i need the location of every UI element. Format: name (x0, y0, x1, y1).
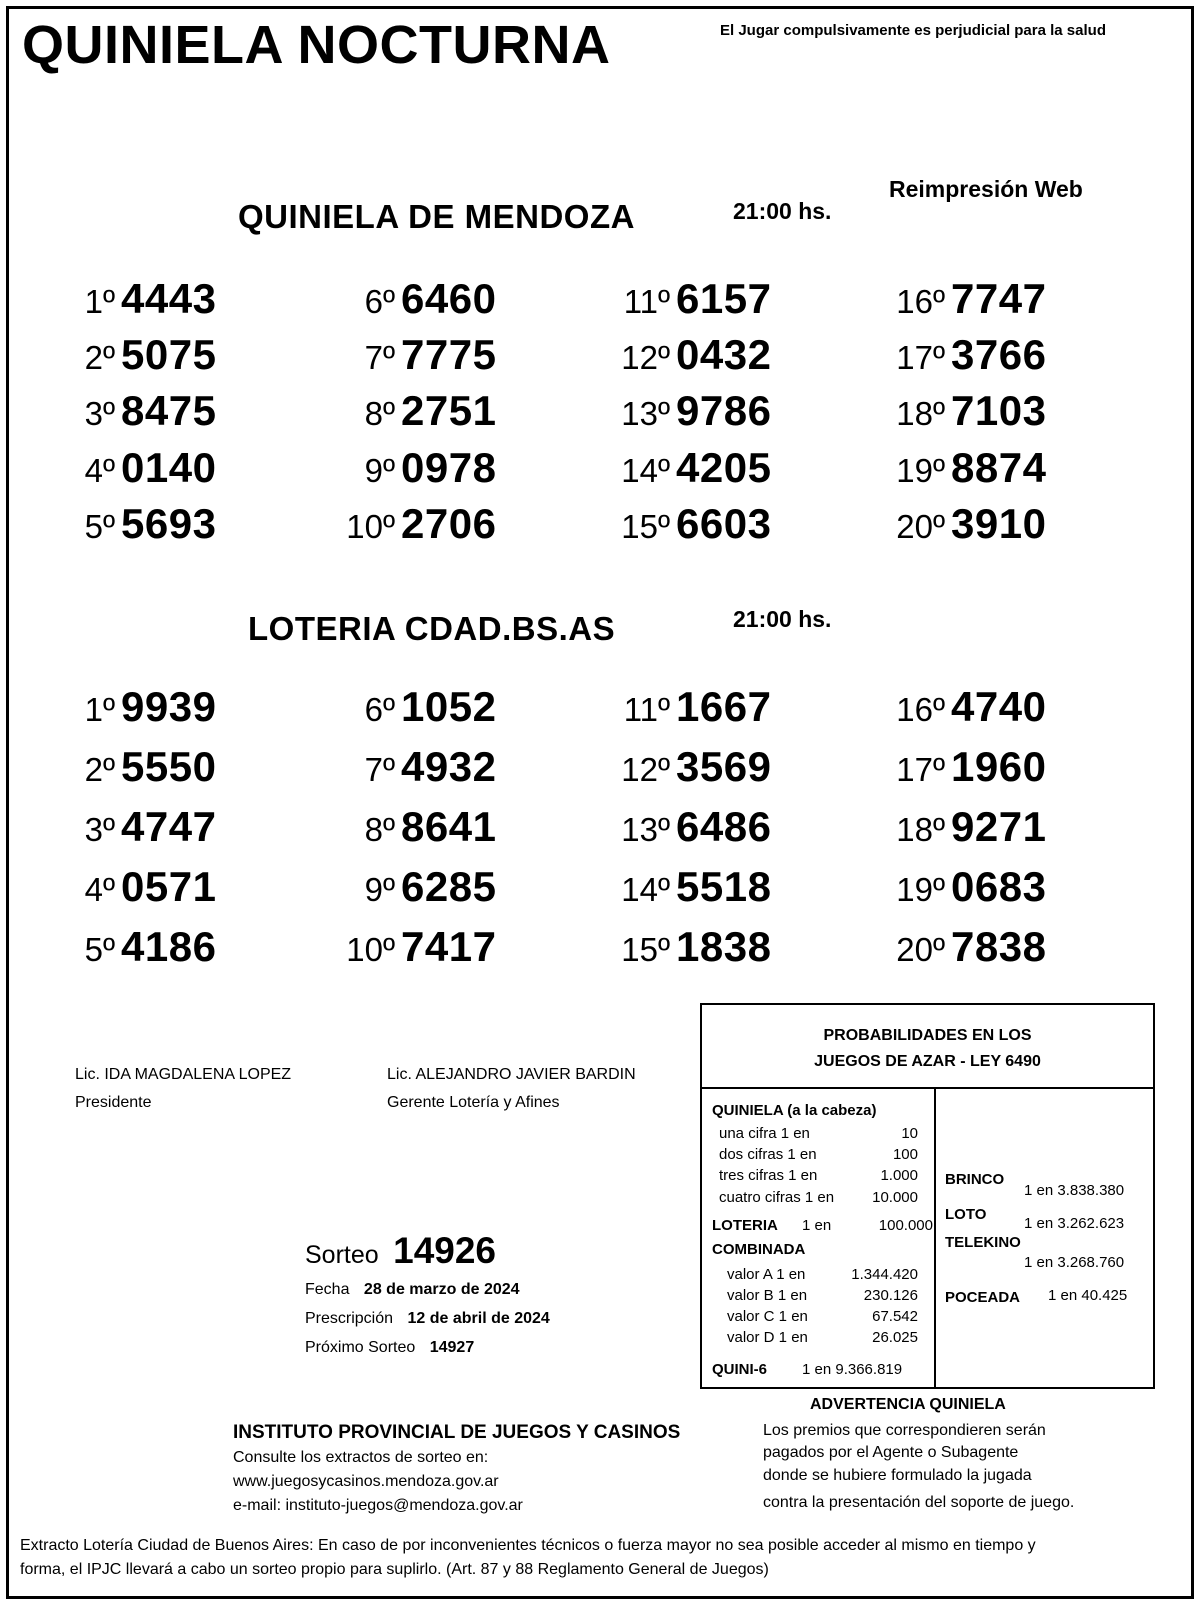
result-number: 5693 (121, 500, 217, 547)
footer-note-line2: forma, el IPJC llevará a cabo un sorteo propio para suplirlo. (Art. 87 y 88 Reglamento General de Juegos) (20, 1561, 769, 1578)
manager-role: Gerente Lotería y Afines (387, 1094, 560, 1111)
result-number: 0571 (121, 863, 217, 910)
prob-row-value: 230.126 (863, 1287, 918, 1304)
reprint-label: Reimpresión Web (889, 176, 1083, 202)
proximo-row (305, 1339, 474, 1357)
sorteo-number: 14926 (393, 1230, 497, 1271)
result-position: 1º (84, 691, 115, 728)
result-number: 6285 (401, 863, 497, 910)
result-entry (595, 275, 771, 323)
proximo-value: 14927 (429, 1339, 475, 1356)
prob-row-value: 1.344.420 (851, 1266, 918, 1283)
result-position: 6º (364, 283, 395, 320)
fecha-row (305, 1281, 520, 1299)
probabilities-title-line1: PROBABILIDADES EN LOS (823, 1027, 1032, 1044)
result-entry (60, 444, 216, 492)
result-number: 1052 (401, 683, 497, 730)
result-entry (60, 275, 216, 323)
result-entry (60, 803, 216, 851)
telekino-prob-label: TELEKINO (945, 1234, 1021, 1251)
result-entry (595, 743, 771, 791)
page-title: QUINIELA NOCTURNA (22, 15, 611, 75)
prob-row-value: 1.000 (880, 1167, 918, 1184)
result-entry (870, 275, 1046, 323)
result-entry (320, 387, 496, 435)
result-position: 16º (896, 283, 945, 320)
poceada-prob-value: 1 en 40.425 (1048, 1287, 1128, 1304)
president-name: Lic. IDA MAGDALENA LOPEZ (75, 1066, 292, 1083)
result-position: 5º (84, 508, 115, 545)
result-position: 4º (84, 452, 115, 489)
brinco-prob-label: BRINCO (945, 1171, 1005, 1188)
result-position: 10º (346, 931, 395, 968)
prob-row-label: valor D 1 en (727, 1329, 808, 1346)
prob-row-label: valor A 1 en (727, 1266, 806, 1283)
result-entry (60, 923, 216, 971)
loteria-prob-value: 100.000 (878, 1217, 933, 1234)
result-entry (595, 923, 771, 971)
result-position: 3º (84, 395, 115, 432)
result-position: 19º (896, 452, 945, 489)
result-position: 18º (896, 395, 945, 432)
result-position: 20º (896, 931, 945, 968)
advertencia-title: ADVERTENCIA QUINIELA (810, 1396, 1006, 1413)
result-entry (870, 444, 1046, 492)
result-number: 9786 (676, 387, 772, 434)
president-role: Presidente (75, 1094, 152, 1111)
result-position: 9º (364, 871, 395, 908)
result-number: 9939 (121, 683, 217, 730)
result-number: 3910 (951, 500, 1047, 547)
prob-row-label: dos cifras 1 en (719, 1146, 817, 1163)
prob-row-value: 10.000 (872, 1189, 918, 1206)
prob-row-label: valor C 1 en (727, 1308, 808, 1325)
result-number: 4747 (121, 803, 217, 850)
result-number: 7103 (951, 387, 1047, 434)
mendoza-draw-time: 21:00 hs. (733, 198, 832, 224)
result-entry (320, 331, 496, 379)
sorteo-block (305, 1230, 496, 1272)
result-position: 20º (896, 508, 945, 545)
poceada-prob-label: POCEADA (945, 1289, 1021, 1306)
result-number: 5518 (676, 863, 772, 910)
result-number: 7417 (401, 923, 497, 970)
result-position: 11º (623, 691, 670, 728)
result-number: 4205 (676, 444, 772, 491)
result-number: 0432 (676, 331, 772, 378)
result-number: 0978 (401, 444, 497, 491)
result-entry (60, 331, 216, 379)
result-position: 16º (896, 691, 945, 728)
result-entry (60, 743, 216, 791)
result-entry (320, 923, 496, 971)
result-entry (320, 803, 496, 851)
result-position: 8º (364, 395, 395, 432)
result-position: 11º (623, 283, 670, 320)
result-entry (595, 387, 771, 435)
result-entry (320, 683, 496, 731)
result-number: 4740 (951, 683, 1047, 730)
result-entry (320, 863, 496, 911)
result-entry (870, 923, 1046, 971)
probabilities-title-line2: JUEGOS DE AZAR - LEY 6490 (814, 1053, 1041, 1070)
result-position: 14º (621, 452, 670, 489)
fecha-label: Fecha (305, 1281, 350, 1298)
advertencia-line: pagados por el Agente o Subagente (763, 1444, 1019, 1461)
loteria-prob-label: LOTERIA (712, 1217, 778, 1234)
result-number: 8475 (121, 387, 217, 434)
institute-consult: Consulte los extractos de sorteo en: (233, 1449, 489, 1466)
result-position: 14º (621, 871, 670, 908)
result-number: 7747 (951, 275, 1047, 322)
result-position: 1º (84, 283, 115, 320)
result-position: 10º (346, 508, 395, 545)
result-number: 7838 (951, 923, 1047, 970)
result-position: 2º (84, 339, 115, 376)
institute-name: INSTITUTO PROVINCIAL DE JUEGOS Y CASINOS (233, 1422, 681, 1443)
prescripcion-label: Prescripción (305, 1310, 394, 1327)
probabilities-divider (934, 1089, 936, 1389)
telekino-prob-value: 1 en 3.268.760 (1024, 1254, 1125, 1271)
prob-row-label: valor B 1 en (727, 1287, 808, 1304)
result-position: 13º (621, 395, 670, 432)
result-position: 2º (84, 751, 115, 788)
result-number: 3766 (951, 331, 1047, 378)
result-position: 7º (364, 751, 395, 788)
result-position: 19º (896, 871, 945, 908)
result-position: 15º (621, 508, 670, 545)
probabilities-header (702, 1005, 1153, 1089)
prob-row-label: una cifra 1 en (719, 1125, 810, 1142)
result-number: 8641 (401, 803, 497, 850)
result-number: 7775 (401, 331, 497, 378)
result-position: 6º (364, 691, 395, 728)
result-number: 6157 (676, 275, 772, 322)
result-entry (60, 387, 216, 435)
loto-prob-value: 1 en 3.262.623 (1024, 1215, 1125, 1232)
result-entry (595, 500, 771, 548)
manager-name: Lic. ALEJANDRO JAVIER BARDIN (387, 1066, 636, 1083)
result-entry (870, 863, 1046, 911)
result-position: 7º (364, 339, 395, 376)
result-entry (595, 444, 771, 492)
result-entry (320, 500, 496, 548)
advertencia-line: contra la presentación del soporte de juego. (763, 1494, 1075, 1511)
result-entry (60, 500, 216, 548)
result-entry (870, 387, 1046, 435)
result-number: 8874 (951, 444, 1047, 491)
prob-row-value: 100 (892, 1146, 918, 1163)
advertencia-line: donde se hubiere formulado la jugada (763, 1467, 1032, 1484)
bsas-section-title: LOTERIA CDAD.BS.AS (248, 610, 616, 647)
result-number: 0140 (121, 444, 217, 491)
result-entry (595, 331, 771, 379)
result-position: 15º (621, 931, 670, 968)
result-entry (320, 743, 496, 791)
sorteo-label: Sorteo (305, 1241, 379, 1269)
result-entry (595, 863, 771, 911)
probabilities-box (700, 1003, 1155, 1389)
bsas-draw-time: 21:00 hs. (733, 606, 832, 632)
result-entry (870, 743, 1046, 791)
result-number: 4932 (401, 743, 497, 790)
result-number: 6603 (676, 500, 772, 547)
advertencia-line: Los premios que correspondieren serán (763, 1422, 1046, 1439)
result-number: 4186 (121, 923, 217, 970)
prescripcion-row (305, 1310, 550, 1328)
result-number: 4443 (121, 275, 217, 322)
loto-prob-label: LOTO (945, 1206, 987, 1223)
result-position: 12º (621, 339, 670, 376)
result-position: 18º (896, 811, 945, 848)
result-position: 3º (84, 811, 115, 848)
result-number: 6486 (676, 803, 772, 850)
mendoza-section-title: QUINIELA DE MENDOZA (238, 198, 635, 235)
prob-row-label: tres cifras 1 en (719, 1167, 818, 1184)
prob-row-value: 67.542 (872, 1308, 918, 1325)
result-entry (320, 444, 496, 492)
quini6-prob-label: QUINI-6 (712, 1361, 768, 1378)
result-number: 2751 (401, 387, 497, 434)
result-number: 0683 (951, 863, 1047, 910)
result-position: 17º (896, 751, 945, 788)
result-entry (595, 803, 771, 851)
result-position: 8º (364, 811, 395, 848)
loteria-prob-en: 1 en (802, 1217, 832, 1234)
institute-website: www.juegosycasinos.mendoza.gov.ar (233, 1473, 499, 1490)
prescripcion-value: 12 de abril de 2024 (407, 1310, 550, 1327)
result-entry (60, 683, 216, 731)
proximo-label: Próximo Sorteo (305, 1339, 416, 1356)
result-number: 2706 (401, 500, 497, 547)
result-entry (870, 683, 1046, 731)
result-entry (60, 863, 216, 911)
institute-email: e-mail: instituto-juegos@mendoza.gov.ar (233, 1497, 523, 1514)
result-position: 9º (364, 452, 395, 489)
result-number: 3569 (676, 743, 772, 790)
result-number: 1838 (676, 923, 772, 970)
quini6-prob-value: 1 en 9.366.819 (802, 1361, 903, 1378)
result-entry (320, 275, 496, 323)
result-number: 1667 (676, 683, 772, 730)
fecha-value: 28 de marzo de 2024 (363, 1281, 520, 1298)
result-number: 9271 (951, 803, 1047, 850)
prob-row-value: 26.025 (872, 1329, 918, 1346)
prob-row-label: cuatro cifras 1 en (719, 1189, 835, 1206)
result-position: 17º (896, 339, 945, 376)
result-position: 5º (84, 931, 115, 968)
result-entry (870, 803, 1046, 851)
footer-note-line1: Extracto Lotería Ciudad de Buenos Aires: En caso de por inconvenientes técnicos o fuerza mayor no sea posible acceder al mismo en tiempo y (20, 1537, 1036, 1554)
result-entry (870, 331, 1046, 379)
result-number: 6460 (401, 275, 497, 322)
result-number: 5075 (121, 331, 217, 378)
result-position: 13º (621, 811, 670, 848)
result-entry (595, 683, 771, 731)
result-entry (870, 500, 1046, 548)
result-number: 1960 (951, 743, 1047, 790)
quiniela-prob-label: QUINIELA (a la cabeza) (712, 1102, 877, 1119)
result-position: 12º (621, 751, 670, 788)
result-position: 4º (84, 871, 115, 908)
prob-row-value: 10 (901, 1125, 918, 1142)
combinada-prob-label: COMBINADA (712, 1241, 806, 1258)
result-number: 5550 (121, 743, 217, 790)
health-warning: El Jugar compulsivamente es perjudicial para la salud (720, 22, 1106, 39)
brinco-prob-value: 1 en 3.838.380 (1024, 1182, 1125, 1199)
